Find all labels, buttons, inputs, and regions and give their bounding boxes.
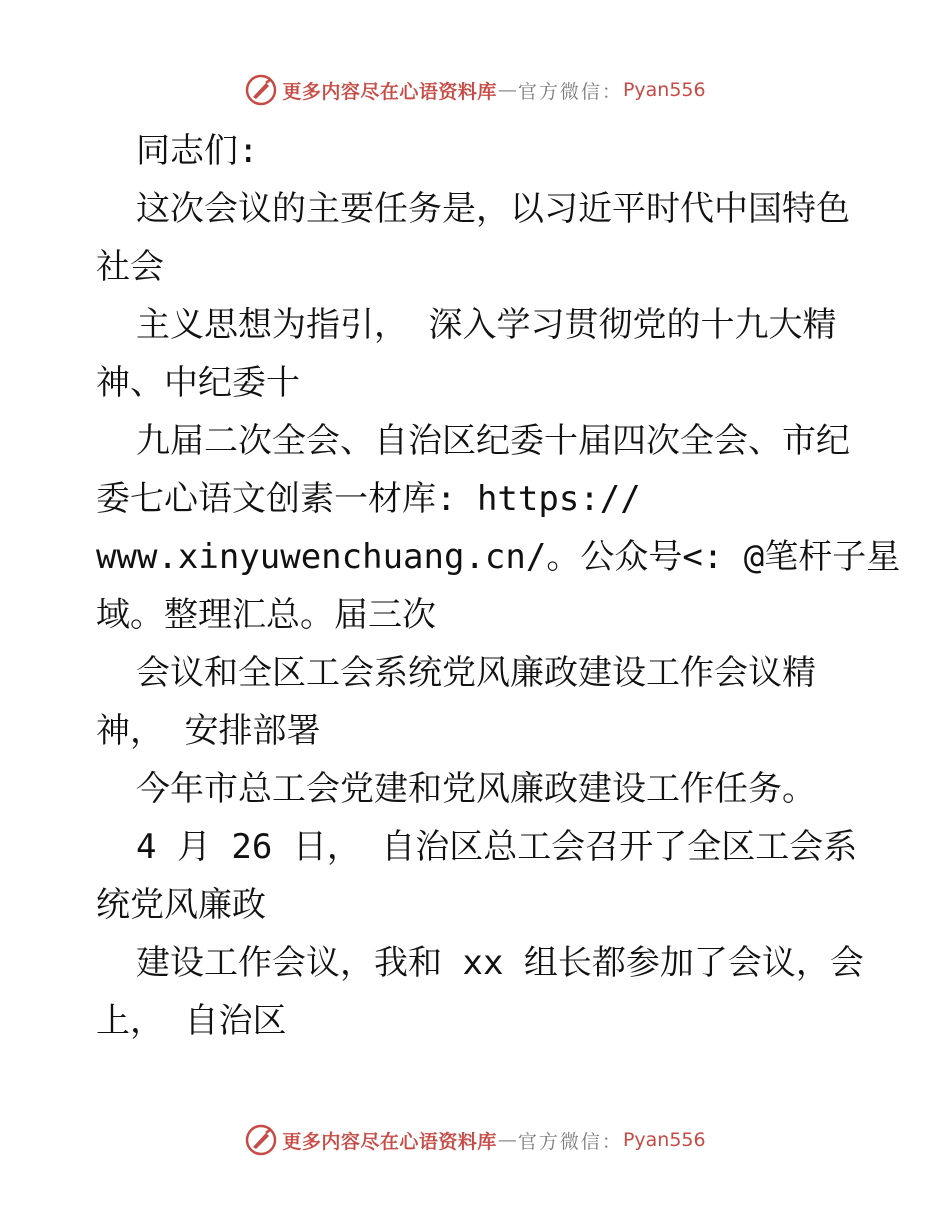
text-line: 统党风廉政 <box>96 885 266 925</box>
text-line: 九届二次全会、自治区纪委十届四次全会、市纪 <box>136 421 850 461</box>
text-line: www.xinyuwenchuang.cn/。公众号<: @笔杆子星 <box>96 537 901 577</box>
watermark-main-text: 更多内容尽在心语资料库 <box>282 1130 497 1153</box>
watermark-main-text: 更多内容尽在心语资料库 <box>282 80 497 103</box>
text-line: 神， 安排部署 <box>96 711 321 751</box>
header-watermark <box>0 70 950 110</box>
text-line: 上， 自治区 <box>96 1001 287 1041</box>
text-line: 今年市总工会党建和党风廉政建设工作任务。 <box>136 769 816 809</box>
watermark-official-label: 官方微信： <box>517 1130 623 1153</box>
text-line: 这次会议的主要任务是，以习近平时代中国特色 <box>136 189 850 229</box>
text-line: 建设工作会议，我和 xx 组长都参加了会议，会 <box>136 943 864 983</box>
watermark-wechat-id: Pyan556 <box>622 79 706 101</box>
pen-logo-icon <box>244 73 278 107</box>
text-line: 会议和全区工会系统党风廉政建设工作会议精 <box>136 653 816 693</box>
text-line: 主义思想为指引， 深入学习贯彻党的十九大精 <box>136 305 837 345</box>
text-line: 4 月 26 日， 自治区总工会召开了全区工会系 <box>136 827 858 867</box>
text-line: 同志们: <box>136 131 259 171</box>
document-body <box>96 122 901 1050</box>
text-line: 社会 <box>96 247 164 287</box>
pen-logo-icon <box>244 1123 278 1157</box>
watermark-dash: — <box>497 1129 517 1151</box>
watermark-official-label: 官方微信： <box>517 80 623 103</box>
footer-watermark <box>0 1120 950 1160</box>
text-line: 神、中纪委十 <box>96 363 300 403</box>
watermark-wechat-id: Pyan556 <box>622 1129 706 1151</box>
watermark-dash: — <box>497 79 517 101</box>
text-line: 域。整理汇总。届三次 <box>96 595 436 635</box>
text-line: 委七心语文创素一材库: https:// <box>96 479 641 519</box>
